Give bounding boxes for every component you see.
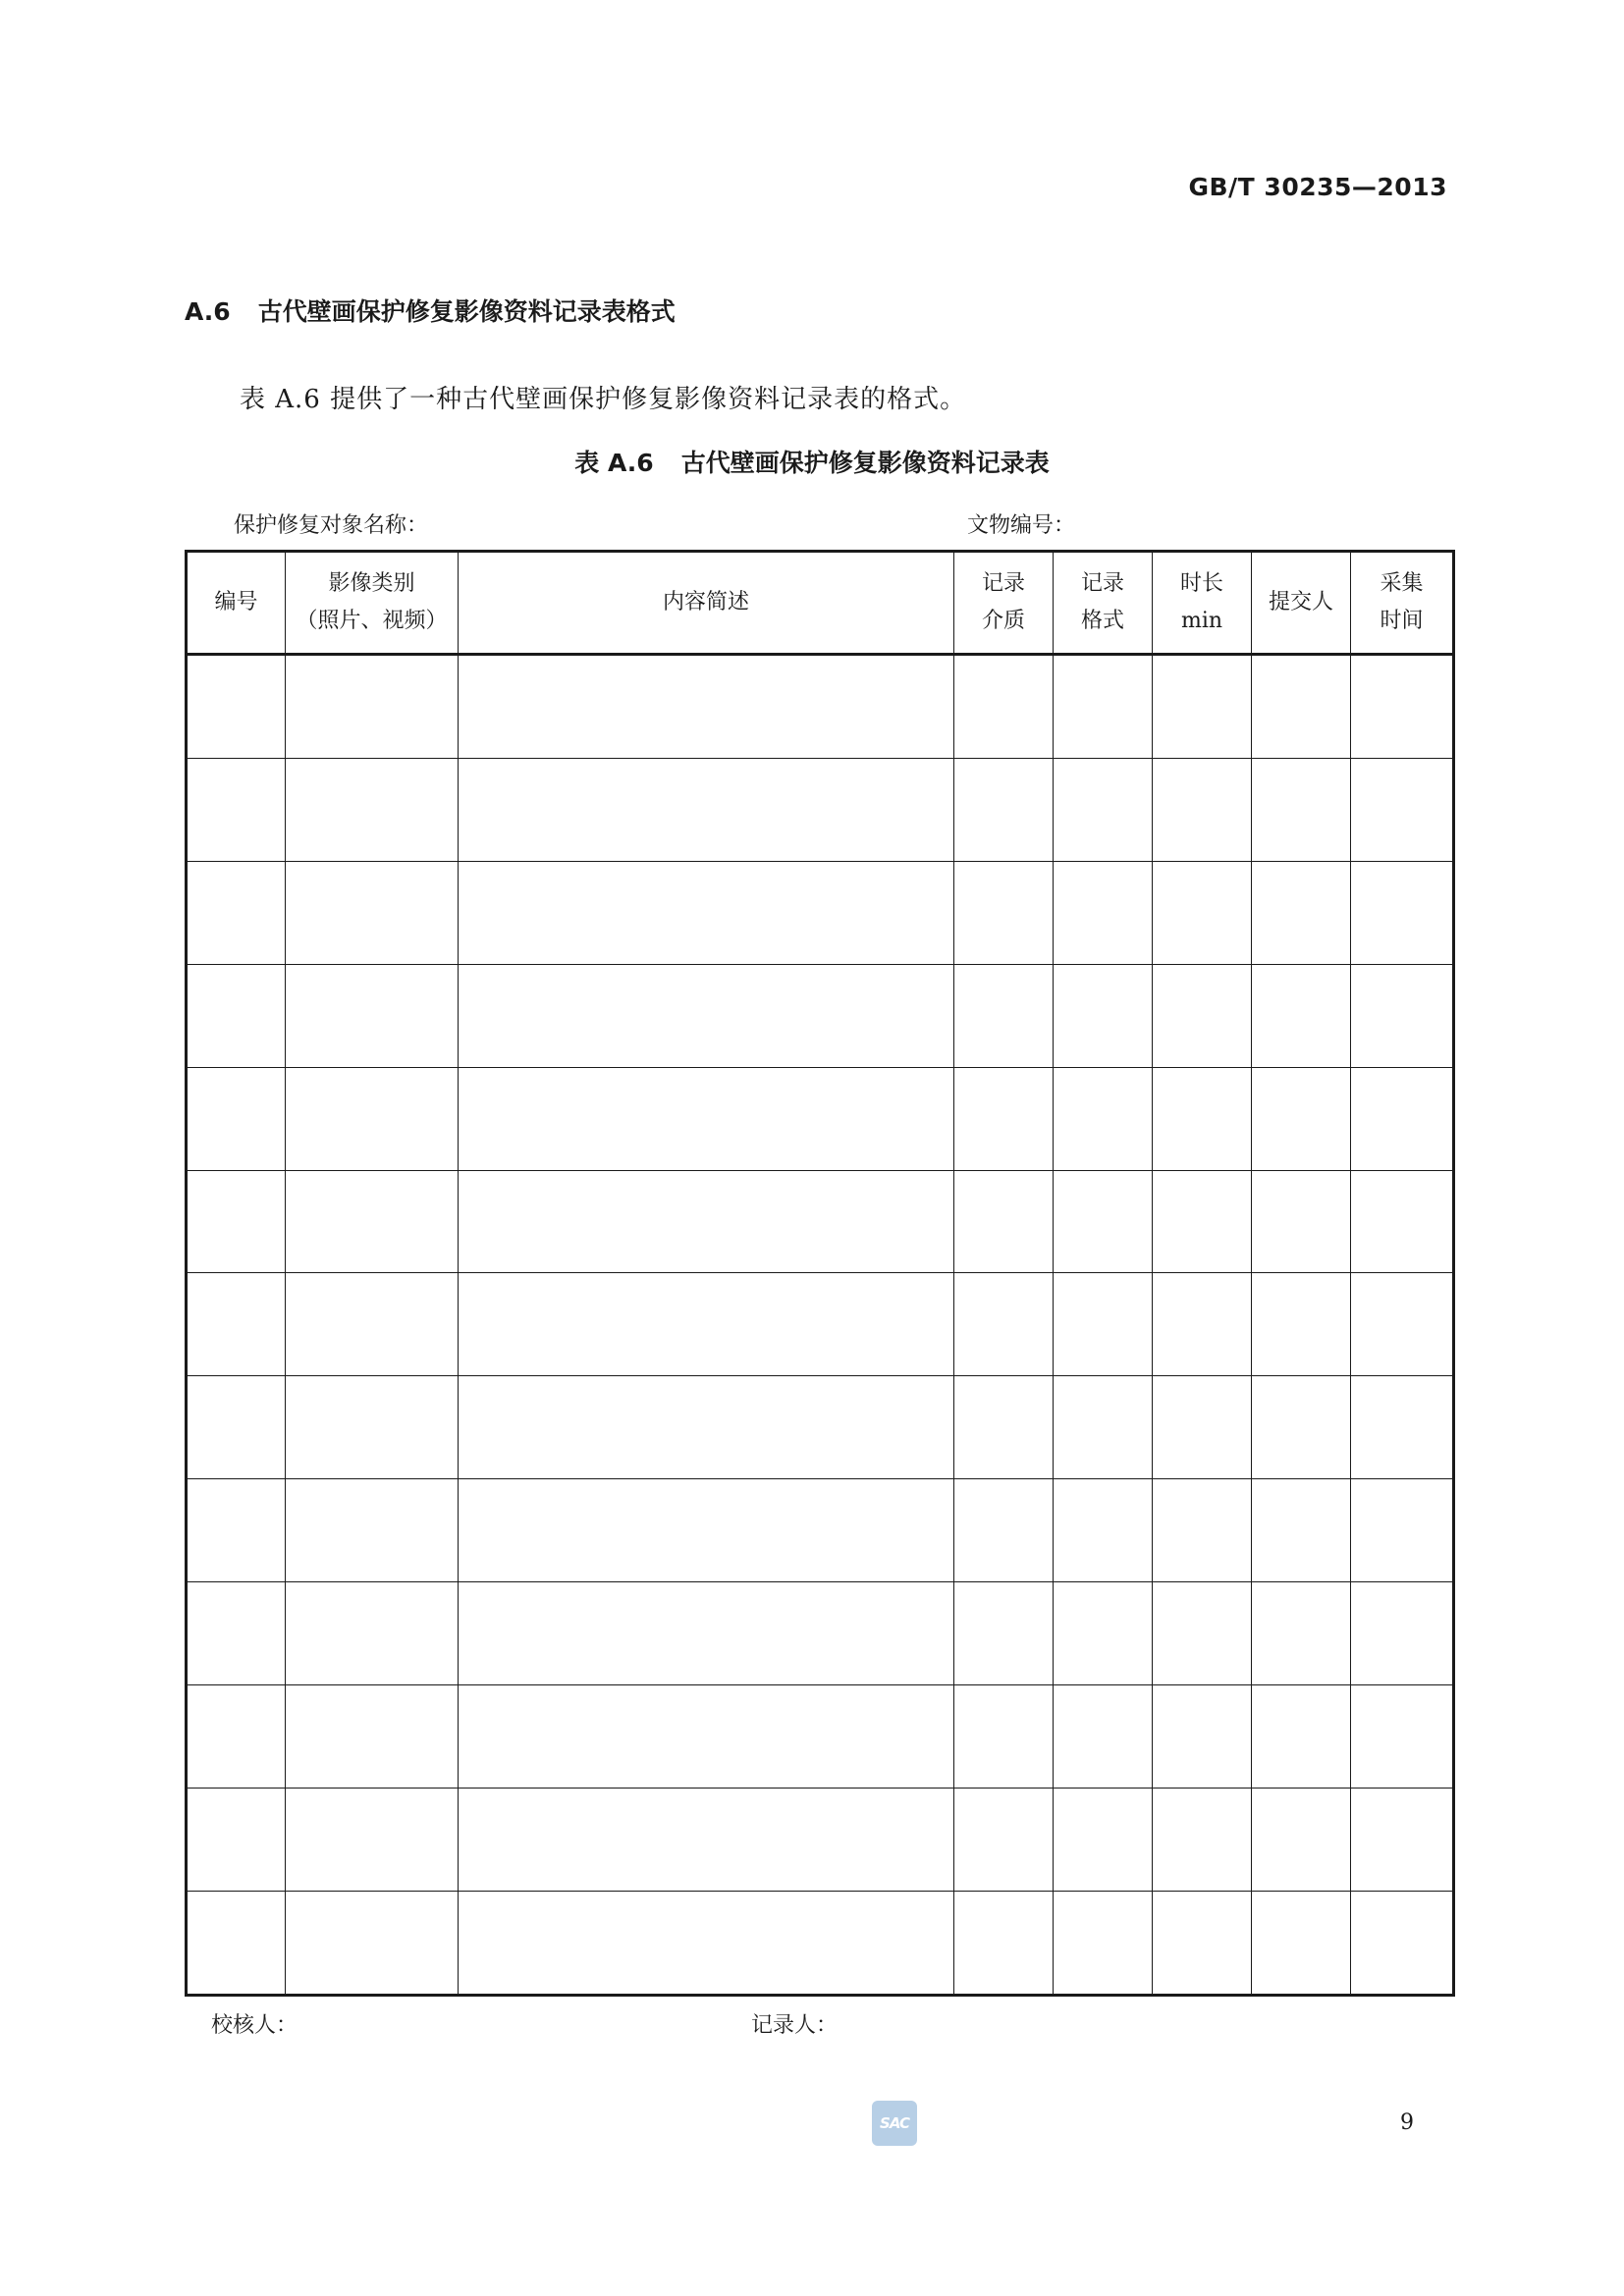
table-cell [1054,1582,1153,1685]
table-cell [459,1067,954,1170]
table-cell [459,861,954,964]
intro-paragraph: 表 A.6 提供了一种古代壁画保护修复影像资料记录表的格式。 [240,385,967,414]
table-cell [1054,861,1153,964]
table-cell [1153,1582,1252,1685]
table-cell [1351,1685,1454,1789]
table-row [187,1067,1454,1170]
table-row [187,1788,1454,1891]
table-cell [187,1891,286,1995]
table-cell [286,964,459,1067]
table-cell [1054,1067,1153,1170]
table-cell [954,964,1054,1067]
table-cell [459,1685,954,1789]
table-cell [1054,655,1153,759]
table-row [187,1891,1454,1995]
table-cell [1351,758,1454,861]
column-header-duration: 时长 min [1153,552,1252,655]
section-number: A.6 [185,297,231,326]
table-row [187,758,1454,861]
table-cell [1252,1479,1351,1582]
table-cell [954,1891,1054,1995]
table-cell [1252,1582,1351,1685]
table-cell [1252,964,1351,1067]
table-row [187,1685,1454,1789]
table-cell [1153,655,1252,759]
table-cell [954,1685,1054,1789]
table-cell [1153,1891,1252,1995]
table-cell [1351,1273,1454,1376]
table-cell [1054,1376,1153,1479]
table-cell [1351,1788,1454,1891]
table-cell [1054,1685,1153,1789]
table-row [187,1376,1454,1479]
column-header-capture-time: 采集 时间 [1351,552,1454,655]
table-cell [1153,758,1252,861]
table-cell [286,1891,459,1995]
table-cell [187,1067,286,1170]
table-cell [1252,1273,1351,1376]
table-cell [1252,861,1351,964]
table-cell [1351,655,1454,759]
table-cell [459,655,954,759]
table-cell [286,1273,459,1376]
table-cell [1252,655,1351,759]
table-cell [1351,964,1454,1067]
table-cell [954,1170,1054,1273]
table-cell [954,1067,1054,1170]
checker-label: 校核人： [211,2013,298,2038]
table-cell [459,1273,954,1376]
table-cell [286,1685,459,1789]
recorder-label: 记录人： [751,2013,839,2038]
page-number: 9 [1400,2110,1414,2135]
table-cell [1252,1170,1351,1273]
table-cell [1153,1067,1252,1170]
table-cell [286,1479,459,1582]
table-cell [187,1685,286,1789]
table-cell [954,1273,1054,1376]
table-cell [1153,964,1252,1067]
table-title: 古代壁画保护修复影像资料记录表 [680,449,1050,477]
table-cell [1252,1685,1351,1789]
column-header-description: 内容简述 [459,552,954,655]
table-cell [1351,1067,1454,1170]
table-cell [1054,964,1153,1067]
table-cell [187,1170,286,1273]
table-cell [1054,1170,1153,1273]
table-cell [1153,1788,1252,1891]
table-cell [1252,1788,1351,1891]
table-cell [187,1273,286,1376]
table-cell [1153,1376,1252,1479]
table-cell [459,1479,954,1582]
table-cell [459,1788,954,1891]
table-cell [1351,1582,1454,1685]
table-cell [1054,758,1153,861]
table-number: 表 A.6 [574,449,654,477]
column-header-image-type: 影像类别 （照片、视频） [286,552,459,655]
table-cell [286,1582,459,1685]
object-name-label: 保护修复对象名称： [234,513,429,538]
section-title: 古代壁画保护修复影像资料记录表格式 [257,297,676,326]
table-cell [187,964,286,1067]
table-cell [1252,758,1351,861]
table-cell [459,1891,954,1995]
table-cell [1153,1685,1252,1789]
standard-number: GB/T 30235—2013 [1188,173,1447,201]
table-cell [1054,1479,1153,1582]
table-cell [1153,861,1252,964]
table-cell [1252,1376,1351,1479]
table-row [187,964,1454,1067]
table-cell [459,1376,954,1479]
table-cell [187,861,286,964]
table-row [187,1273,1454,1376]
table-cell [1054,1788,1153,1891]
table-cell [187,655,286,759]
table-cell [954,1788,1054,1891]
table-cell [1153,1273,1252,1376]
table-cell [286,1170,459,1273]
section-heading [185,293,676,328]
table-row [187,1582,1454,1685]
sac-logo: SAC [872,2101,917,2146]
table-cell [286,1067,459,1170]
table-cell [1054,1273,1153,1376]
table-cell [286,861,459,964]
table-caption [0,444,1624,479]
table-cell [459,1582,954,1685]
table-cell [1252,1067,1351,1170]
table-cell [954,861,1054,964]
table-cell [954,655,1054,759]
column-header-format: 记录 格式 [1054,552,1153,655]
image-record-table [185,550,1455,1997]
table-cell [1351,1891,1454,1995]
table-cell [286,758,459,861]
table-body [187,655,1454,1996]
table-cell [1351,1479,1454,1582]
table-cell [954,1376,1054,1479]
table-row [187,1479,1454,1582]
table-cell [954,1582,1054,1685]
table-cell [954,1479,1054,1582]
table-cell [187,1376,286,1479]
table-cell [187,1479,286,1582]
table-row [187,655,1454,759]
table-cell [286,1788,459,1891]
relic-number-label: 文物编号： [967,513,1076,538]
table-cell [954,758,1054,861]
table-cell [187,1582,286,1685]
table-cell [286,655,459,759]
table-cell [1054,1891,1153,1995]
table-cell [1153,1170,1252,1273]
column-header-id: 编号 [187,552,286,655]
table-cell [1351,1376,1454,1479]
table-cell [1252,1891,1351,1995]
table-cell [286,1376,459,1479]
table-cell [187,1788,286,1891]
table-cell [459,758,954,861]
table-cell [1153,1479,1252,1582]
table-row [187,1170,1454,1273]
column-header-medium: 记录 介质 [954,552,1054,655]
column-header-submitter: 提交人 [1252,552,1351,655]
table-row [187,861,1454,964]
table-cell [459,964,954,1067]
table-cell [1351,861,1454,964]
table-header-row [187,552,1454,655]
table-cell [187,758,286,861]
table-cell [459,1170,954,1273]
table-cell [1351,1170,1454,1273]
